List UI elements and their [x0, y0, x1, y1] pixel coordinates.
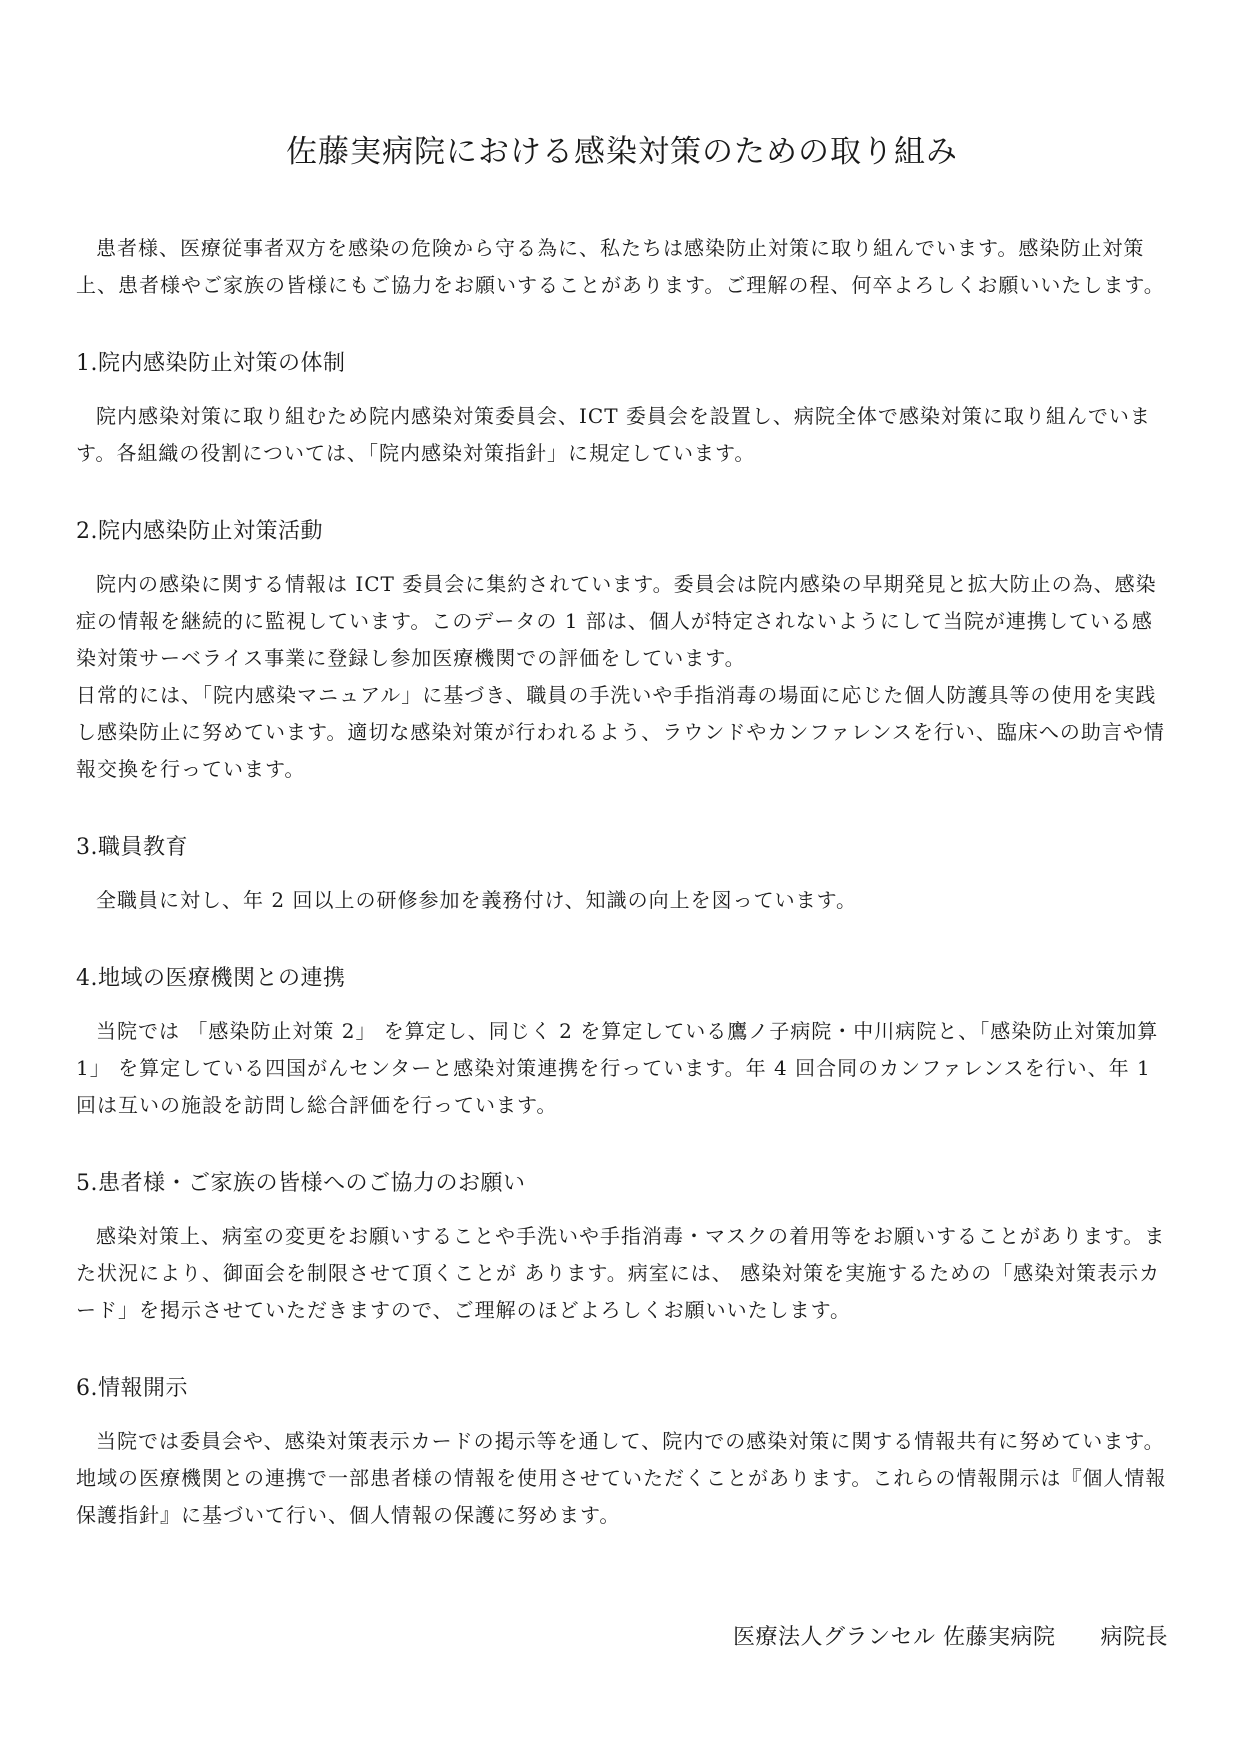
- section-heading: 5.患者様・ご家族の皆様へのご協力のお願い: [76, 1171, 526, 1196]
- intro-paragraph: 患者様、医療従事者双方を感染の危険から守る為に、私たちは感染防止対策に取り組んでいます。感染防止対策上、患者様やご家族の皆様にもご協力をお願いすることがあります。ご理解の程、何卒よろしくお願いいたします。: [76, 236, 1165, 297]
- section-heading: 6.情報開示: [76, 1376, 188, 1401]
- section-paragraph: 日常的には、「院内感染マニュアル」に基づき、職員の手洗いや手指消毒の場面に応じた個人防護具等の使用を実践し感染防止に努めています。適切な感染対策が行われるよう、ラウンドやカンファレンスを行い、臨床への助言や情報交換を行っています。: [76, 683, 1165, 781]
- section-paragraph: 当院では委員会や、感染対策表示カードの掲示等を通して、院内での感染対策に関する情報共有に努めています。地域の医療機関との連携で一部患者様の情報を使用させていただくことがあります。これらの情報開示は『個人情報保護指針』に基づいて行い、個人情報の保護に努めます。: [76, 1429, 1167, 1527]
- section-body: [76, 566, 1168, 788]
- section-paragraph: 院内の感染に関する情報は ICT 委員会に集約されています。委員会は院内感染の早期発見と拡大防止の為、感染症の情報を継続的に監視しています。このデータの 1 部は、個人が特定されないようにして当院が連携している感染対策サーベライス事業に登録し参加医療機関での評価をしています。: [76, 572, 1157, 670]
- section-2: [76, 516, 1168, 788]
- section-heading: 2.院内感染防止対策活動: [76, 519, 323, 544]
- section-4: [76, 963, 1168, 1124]
- section-3: [76, 832, 1168, 919]
- section-1: [76, 348, 1168, 472]
- section-heading: 3.職員教育: [76, 835, 188, 860]
- document-page: [76, 0, 1168, 1534]
- signature-line: 医療法人グランセル 佐藤実病院 病院長: [733, 1625, 1168, 1650]
- document-title: 佐藤実病院における感染対策のための取り組み: [286, 134, 958, 170]
- section-paragraph: 当院では 「感染防止対策 2」 を算定し、同じく 2 を算定している鷹ノ子病院・中川病院と、「感染防止対策加算 1」 を算定している四国がんセンターと感染対策連携を行っています。年 4 回合同のカンファレンスを行い、年 1 回は互いの施設を訪問し総合評価を行っています。: [76, 1019, 1159, 1117]
- section-body: [76, 1218, 1168, 1329]
- section-body: [76, 1423, 1168, 1534]
- section-heading: 4.地域の医療機関との連携: [76, 966, 346, 991]
- section-body: [76, 1013, 1168, 1124]
- section-5: [76, 1168, 1168, 1329]
- section-heading: 1.院内感染防止対策の体制: [76, 351, 346, 376]
- section-body: [76, 882, 1168, 919]
- section-paragraph: 院内感染対策に取り組むため院内感染対策委員会、ICT 委員会を設置し、病院全体で感染対策に取り組んでいます。各組織の役割については、「院内感染対策指針」に規定しています。: [76, 404, 1151, 465]
- section-body: [76, 398, 1168, 472]
- section-paragraph: 全職員に対し、年 2 回以上の研修参加を義務付け、知識の向上を図っています。: [96, 888, 858, 912]
- section-paragraph: 感染対策上、病室の変更をお願いすることや手洗いや手指消毒・マスクの着用等をお願いすることがあります。また状況により、御面会を制限させて頂くことが あります。病室には、 感染対策を実施するための「感染対策表示カード」を掲示させていただきますので、ご理解のほどよろしくお願いいたします。: [76, 1224, 1166, 1322]
- section-6: [76, 1373, 1168, 1534]
